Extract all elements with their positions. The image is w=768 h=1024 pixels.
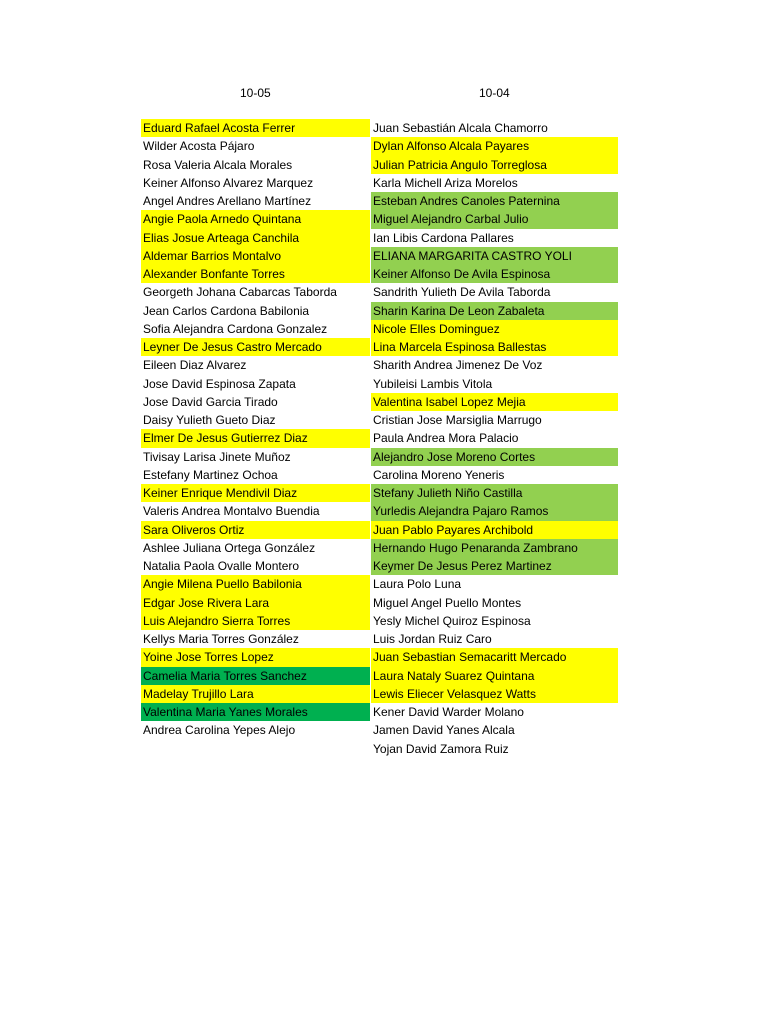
student-name-row: Aldemar Barrios Montalvo [141, 247, 370, 265]
student-name-row: Tivisay Larisa Jinete Muñoz [143, 449, 291, 464]
student-name-row: Carolina Moreno Yeneris [373, 467, 505, 482]
student-name-row: Angie Milena Puello Babilonia [141, 575, 370, 593]
column-header-10-04: 10-04 [479, 86, 510, 100]
student-name-row: Laura Nataly Suarez Quintana [371, 667, 618, 685]
student-name-row: Sharin Karina De Leon Zabaleta [371, 302, 618, 320]
student-name-row: Valentina Isabel Lopez Mejia [371, 393, 618, 411]
student-name-row: Esteban Andres Canoles Paternina [371, 192, 618, 210]
student-name-row: Georgeth Johana Cabarcas Taborda [143, 285, 337, 300]
student-name-row: Yojan David Zamora Ruiz [373, 741, 509, 756]
student-name-row: Valeris Andrea Montalvo Buendia [143, 504, 320, 519]
student-name-row: Kellys Maria Torres González [143, 632, 299, 646]
student-name-row: Yurledis Alejandra Pajaro Ramos [371, 502, 618, 520]
student-name-row: Stefany Julieth Niño Castilla [371, 484, 618, 502]
student-name-row: Hernando Hugo Penaranda Zambrano [371, 539, 618, 557]
student-name-row: Lewis Eliecer Velasquez Watts [371, 685, 618, 703]
student-name-row: Yesly Michel Quiroz Espinosa [373, 613, 531, 628]
student-name-row: Keiner Enrique Mendivil Diaz [141, 484, 370, 502]
student-name-row: Julian Patricia Angulo Torreglosa [371, 156, 618, 174]
student-name-row: Dylan Alfonso Alcala Payares [371, 137, 618, 155]
student-name-row: Natalia Paola Ovalle Montero [143, 559, 300, 573]
student-name-row: Leyner De Jesus Castro Mercado [141, 338, 370, 356]
student-name-row: Laura Polo Luna [373, 577, 462, 592]
student-name-row: Jamen David Yanes Alcala [373, 723, 515, 738]
student-name-row: Edgar Jose Rivera Lara [141, 594, 370, 612]
student-name-row: Yoine Jose Torres Lopez [141, 648, 370, 666]
student-name-row: Sharith Andrea Jimenez De Voz [373, 358, 543, 373]
student-name-row: Elmer De Jesus Gutierrez Diaz [141, 429, 370, 447]
student-name-row: Karla Michell Ariza Morelos [373, 175, 518, 190]
student-name-row: Angie Paola Arnedo Quintana [141, 210, 370, 228]
student-list-10-05 [141, 119, 370, 740]
student-name-row: Luis Alejandro Sierra Torres [141, 612, 370, 630]
student-name-row: Jose David Garcia Tirado [143, 394, 278, 409]
student-name-row: Ian Libis Cardona Pallares [373, 230, 514, 245]
student-name-row: Estefany Martinez Ochoa [143, 467, 278, 482]
column-header-10-05: 10-05 [240, 86, 271, 100]
student-name-row: Keiner Alfonso Alvarez Marquez [143, 175, 314, 190]
student-name-row: Juan Pablo Payares Archibold [371, 521, 618, 539]
student-name-row: Andrea Carolina Yepes Alejo [143, 723, 296, 738]
student-name-row: Ashlee Juliana Ortega González [143, 540, 316, 555]
student-name-row: Kener David Warder Molano [373, 705, 524, 719]
student-name-row: Jose David Espinosa Zapata [143, 376, 296, 391]
student-name-row: Angel Andres Arellano Martínez [143, 194, 312, 208]
student-name-row: Jean Carlos Cardona Babilonia [143, 303, 310, 318]
student-name-row: ELIANA MARGARITA CASTRO YOLI [371, 247, 618, 265]
student-name-row: Paula Andrea Mora Palacio [373, 431, 519, 446]
student-name-row: Keymer De Jesus Perez Martinez [371, 557, 618, 575]
student-name-row: Juan Sebastián Alcala Chamorro [373, 121, 548, 135]
student-name-row: Daisy Yulieth Gueto Diaz [143, 413, 276, 427]
student-name-row: Elias Josue Arteaga Canchila [141, 229, 370, 247]
student-name-row: Valentina Maria Yanes Morales [141, 703, 370, 721]
student-name-row: Juan Sebastian Semacaritt Mercado [371, 648, 618, 666]
student-name-row: Sofia Alejandra Cardona Gonzalez [143, 321, 328, 336]
student-name-row: Luis Jordan Ruiz Caro [373, 632, 492, 646]
student-name-row: Alexander Bonfante Torres [141, 265, 370, 283]
student-name-row: Keiner Alfonso De Avila Espinosa [371, 265, 618, 283]
student-name-row: Yubileisi Lambis Vitola [373, 376, 493, 391]
student-name-row: Wilder Acosta Pájaro [143, 139, 255, 154]
student-name-row: Miguel Alejandro Carbal Julio [371, 210, 618, 228]
student-name-row: Alejandro Jose Moreno Cortes [371, 448, 618, 466]
student-name-row: Camelia Maria Torres Sanchez [141, 667, 370, 685]
student-name-row: Miguel Angel Puello Montes [373, 595, 522, 610]
student-name-row: Madelay Trujillo Lara [141, 685, 370, 703]
student-name-row: Eduard Rafael Acosta Ferrer [141, 119, 370, 137]
student-list-10-04 [371, 119, 618, 758]
student-name-row: Lina Marcela Espinosa Ballestas [371, 338, 618, 356]
student-name-row: Eileen Diaz Alvarez [143, 358, 247, 373]
student-name-row: Rosa Valeria Alcala Morales [143, 157, 293, 172]
student-name-row: Nicole Elles Dominguez [371, 320, 618, 338]
student-name-row: Sandrith Yulieth De Avila Taborda [373, 285, 551, 300]
student-name-row: Sara Oliveros Ortiz [141, 521, 370, 539]
student-name-row: Cristian Jose Marsiglia Marrugo [373, 413, 542, 427]
